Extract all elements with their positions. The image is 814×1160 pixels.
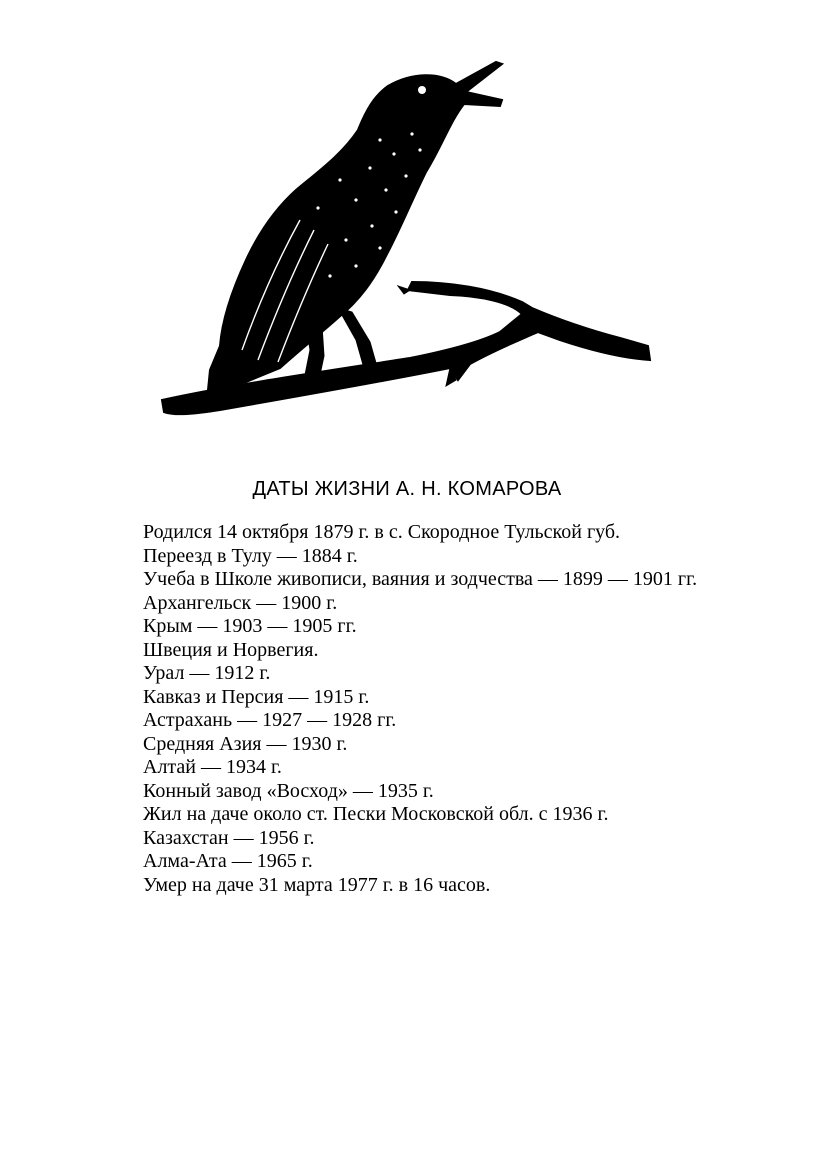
list-item: Алтай — 1934 г.: [143, 756, 282, 778]
list-item: Казахстан — 1956 г.: [143, 826, 315, 849]
starling-illustration: [208, 62, 502, 390]
life-dates-list: [110, 521, 704, 897]
list-item: Крым — 1903 — 1905 гг.: [143, 615, 357, 637]
list-item: Умер на даче 31 марта 1977 г. в 16 часов.: [143, 873, 491, 896]
list-item: Жил на даче около ст. Пески Московской обл. с 1936 г.: [143, 803, 609, 825]
list-item: Учеба в Школе живописи, ваяния и зодчества — 1899 — 1901 гг.: [143, 568, 698, 590]
list-item: Конный завод «Восход» — 1935 г.: [143, 779, 434, 802]
list-item: Швеция и Норвегия.: [143, 638, 319, 661]
list-item: Алма-Ата — 1965 г.: [143, 850, 313, 872]
page-title: ДАТЫ ЖИЗНИ А. Н. КОМАРОВА: [252, 478, 562, 500]
starling-on-branch-icon: [150, 50, 660, 420]
list-item: Родился 14 октября 1879 г. в с. Скородное Тульской губ.: [143, 521, 621, 543]
list-item: Переезд в Тулу — 1884 г.: [143, 544, 358, 567]
list-item: Астрахань — 1927 — 1928 гг.: [143, 709, 397, 731]
list-item: Урал — 1912 г.: [143, 662, 271, 684]
list-item: Архангельск — 1900 г.: [143, 591, 338, 614]
list-item: Кавказ и Персия — 1915 г.: [143, 685, 370, 708]
list-item: Средняя Азия — 1930 г.: [143, 732, 348, 755]
